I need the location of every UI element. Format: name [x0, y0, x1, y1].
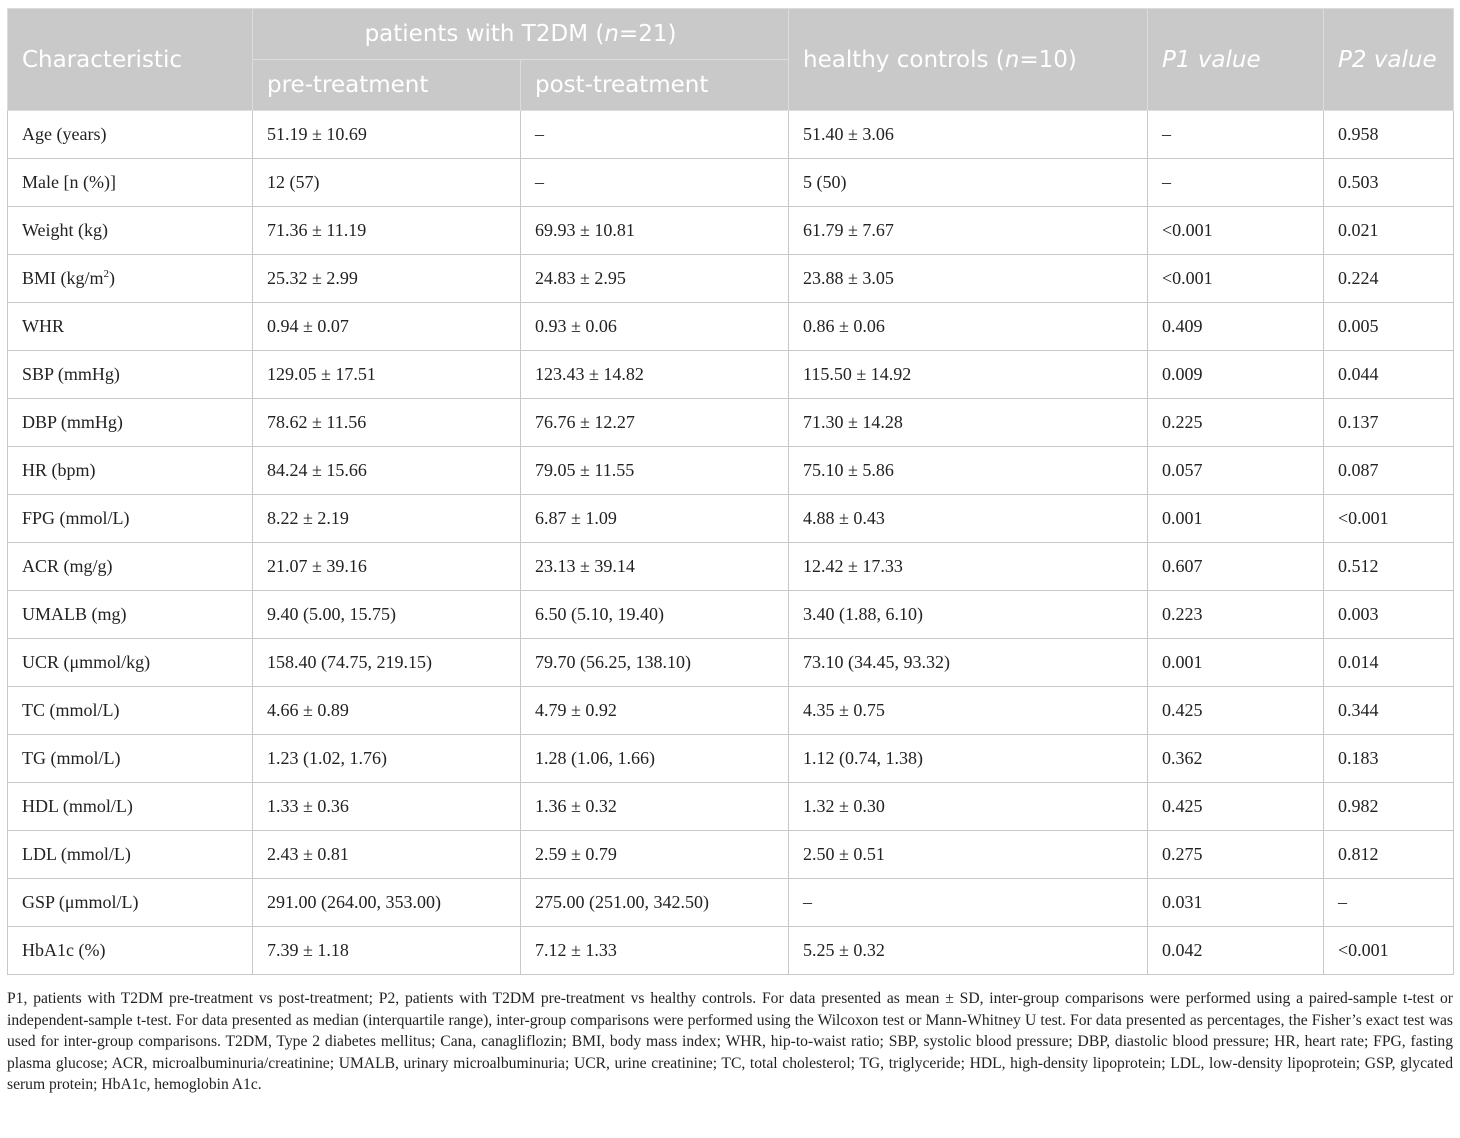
cell-p2: 0.087	[1324, 447, 1454, 495]
cell-pre: 51.19 ± 10.69	[253, 111, 521, 159]
cell-p1: 0.225	[1148, 399, 1324, 447]
cell-p1: <0.001	[1148, 207, 1324, 255]
cell-characteristic: FPG (mmol/L)	[8, 495, 253, 543]
cell-p2: 0.003	[1324, 591, 1454, 639]
header-p1-value: P1 value	[1148, 9, 1324, 111]
cell-pre: 0.94 ± 0.07	[253, 303, 521, 351]
cell-post: –	[521, 111, 789, 159]
cell-control: 1.12 (0.74, 1.38)	[789, 735, 1148, 783]
cell-post: 4.79 ± 0.92	[521, 687, 789, 735]
cell-characteristic: GSP (μmmol/L)	[8, 879, 253, 927]
cell-pre: 71.36 ± 11.19	[253, 207, 521, 255]
cell-p2: 0.344	[1324, 687, 1454, 735]
cell-post: 6.50 (5.10, 19.40)	[521, 591, 789, 639]
cell-p2: 0.982	[1324, 783, 1454, 831]
cell-characteristic: Age (years)	[8, 111, 253, 159]
cell-characteristic: LDL (mmol/L)	[8, 831, 253, 879]
header-characteristic: Characteristic	[8, 9, 253, 111]
cell-p1: 0.001	[1148, 639, 1324, 687]
header-pre-treatment: pre-treatment	[253, 60, 521, 111]
cell-post: 6.87 ± 1.09	[521, 495, 789, 543]
cell-control: 5 (50)	[789, 159, 1148, 207]
cell-p2: 0.183	[1324, 735, 1454, 783]
cell-post: 275.00 (251.00, 342.50)	[521, 879, 789, 927]
table-row	[8, 255, 1454, 303]
cell-pre: 1.33 ± 0.36	[253, 783, 521, 831]
cell-pre: 78.62 ± 11.56	[253, 399, 521, 447]
table-header	[8, 9, 1454, 111]
cell-p2: 0.958	[1324, 111, 1454, 159]
cell-pre: 2.43 ± 0.81	[253, 831, 521, 879]
cell-pre: 21.07 ± 39.16	[253, 543, 521, 591]
cell-characteristic: UCR (μmmol/kg)	[8, 639, 253, 687]
table-row	[8, 591, 1454, 639]
cell-control: –	[789, 879, 1148, 927]
cell-control: 1.32 ± 0.30	[789, 783, 1148, 831]
header-t2dm-group: patients with T2DM (n=21)	[253, 9, 789, 60]
cell-control: 12.42 ± 17.33	[789, 543, 1148, 591]
cell-control: 23.88 ± 3.05	[789, 255, 1148, 303]
cell-control: 61.79 ± 7.67	[789, 207, 1148, 255]
cell-control: 115.50 ± 14.92	[789, 351, 1148, 399]
table-row	[8, 879, 1454, 927]
cell-p1: –	[1148, 159, 1324, 207]
table-body	[8, 111, 1454, 975]
cell-p2: 0.005	[1324, 303, 1454, 351]
cell-pre: 8.22 ± 2.19	[253, 495, 521, 543]
cell-characteristic: ACR (mg/g)	[8, 543, 253, 591]
table-row	[8, 399, 1454, 447]
cell-characteristic: HR (bpm)	[8, 447, 253, 495]
table-row	[8, 495, 1454, 543]
cell-p2: <0.001	[1324, 927, 1454, 975]
cell-p2: 0.014	[1324, 639, 1454, 687]
cell-p1: –	[1148, 111, 1324, 159]
header-healthy-controls: healthy controls (n=10)	[789, 9, 1148, 111]
cell-pre: 84.24 ± 15.66	[253, 447, 521, 495]
table-footnote: P1, patients with T2DM pre-treatment vs post-treatment; P2, patients with T2DM pre-treatment vs healthy controls. For data presented as mean ± SD, inter-group comparisons were performed using a paired-sample t-test or independent-sample t-test. For data presented as median (interquartile range), inter-group comparisons were performed using the Wilcoxon test or Mann-Whitney U test. For data presented as percentages, the Fisher’s exact test was used for inter-group comparisons. T2DM, Type 2 diabetes mellitus; Cana, canagliflozin; BMI, body mass index; WHR, hip-to-waist ratio; SBP, systolic blood pressure; DBP, diastolic blood pressure; HR, heart rate; FPG, fasting plasma glucose; ACR, microalbuminuria/creatinine; UMALB, urinary microalbuminuria; UCR, urine creatinine; TC, total cholesterol; TG, triglyceride; HDL, high-density lipoprotein; LDL, low-density lipoprotein; GSP, glycated serum protein; HbA1c, hemoglobin A1c.	[7, 990, 1453, 1094]
cell-pre: 1.23 (1.02, 1.76)	[253, 735, 521, 783]
cell-post: –	[521, 159, 789, 207]
cell-post: 1.28 (1.06, 1.66)	[521, 735, 789, 783]
cell-pre: 7.39 ± 1.18	[253, 927, 521, 975]
cell-characteristic: HDL (mmol/L)	[8, 783, 253, 831]
cell-pre: 12 (57)	[253, 159, 521, 207]
cell-p2: 0.137	[1324, 399, 1454, 447]
cell-p1: 0.031	[1148, 879, 1324, 927]
cell-characteristic: DBP (mmHg)	[8, 399, 253, 447]
cell-p2: 0.044	[1324, 351, 1454, 399]
cell-p2: 0.021	[1324, 207, 1454, 255]
cell-p2: –	[1324, 879, 1454, 927]
cell-pre: 25.32 ± 2.99	[253, 255, 521, 303]
cell-control: 4.88 ± 0.43	[789, 495, 1148, 543]
table-row	[8, 159, 1454, 207]
cell-control: 5.25 ± 0.32	[789, 927, 1148, 975]
cell-post: 2.59 ± 0.79	[521, 831, 789, 879]
table-row	[8, 207, 1454, 255]
table-row	[8, 351, 1454, 399]
cell-characteristic: WHR	[8, 303, 253, 351]
cell-p2: 0.512	[1324, 543, 1454, 591]
cell-characteristic: Weight (kg)	[8, 207, 253, 255]
cell-post: 23.13 ± 39.14	[521, 543, 789, 591]
cell-pre: 291.00 (264.00, 353.00)	[253, 879, 521, 927]
characteristics-table	[7, 8, 1454, 975]
cell-p2: 0.503	[1324, 159, 1454, 207]
cell-post: 0.93 ± 0.06	[521, 303, 789, 351]
cell-post: 69.93 ± 10.81	[521, 207, 789, 255]
cell-p2: 0.812	[1324, 831, 1454, 879]
table-row	[8, 639, 1454, 687]
cell-post: 79.70 (56.25, 138.10)	[521, 639, 789, 687]
cell-post: 79.05 ± 11.55	[521, 447, 789, 495]
cell-p1: <0.001	[1148, 255, 1324, 303]
cell-characteristic: Male [n (%)]	[8, 159, 253, 207]
cell-control: 3.40 (1.88, 6.10)	[789, 591, 1148, 639]
header-p2-value: P2 value	[1324, 9, 1454, 111]
cell-p1: 0.009	[1148, 351, 1324, 399]
cell-p1: 0.607	[1148, 543, 1324, 591]
cell-p1: 0.425	[1148, 783, 1324, 831]
cell-characteristic: TC (mmol/L)	[8, 687, 253, 735]
cell-control: 75.10 ± 5.86	[789, 447, 1148, 495]
cell-post: 1.36 ± 0.32	[521, 783, 789, 831]
cell-p1: 0.409	[1148, 303, 1324, 351]
cell-p1: 0.042	[1148, 927, 1324, 975]
cell-pre: 9.40 (5.00, 15.75)	[253, 591, 521, 639]
cell-control: 73.10 (34.45, 93.32)	[789, 639, 1148, 687]
table-row	[8, 303, 1454, 351]
table-row	[8, 111, 1454, 159]
cell-pre: 129.05 ± 17.51	[253, 351, 521, 399]
cell-post: 24.83 ± 2.95	[521, 255, 789, 303]
header-post-treatment: post-treatment	[521, 60, 789, 111]
cell-pre: 4.66 ± 0.89	[253, 687, 521, 735]
cell-control: 0.86 ± 0.06	[789, 303, 1148, 351]
table-row	[8, 543, 1454, 591]
cell-characteristic: HbA1c (%)	[8, 927, 253, 975]
table-row	[8, 927, 1454, 975]
cell-p2: <0.001	[1324, 495, 1454, 543]
cell-pre: 158.40 (74.75, 219.15)	[253, 639, 521, 687]
cell-control: 71.30 ± 14.28	[789, 399, 1148, 447]
cell-p1: 0.362	[1148, 735, 1324, 783]
cell-post: 123.43 ± 14.82	[521, 351, 789, 399]
cell-control: 4.35 ± 0.75	[789, 687, 1148, 735]
table-row	[8, 783, 1454, 831]
table-row	[8, 447, 1454, 495]
cell-p1: 0.001	[1148, 495, 1324, 543]
cell-characteristic: UMALB (mg)	[8, 591, 253, 639]
cell-post: 76.76 ± 12.27	[521, 399, 789, 447]
cell-p1: 0.275	[1148, 831, 1324, 879]
table-row	[8, 687, 1454, 735]
table-row	[8, 735, 1454, 783]
cell-control: 2.50 ± 0.51	[789, 831, 1148, 879]
cell-p1: 0.425	[1148, 687, 1324, 735]
header-row-1	[8, 9, 1454, 60]
table-row	[8, 831, 1454, 879]
cell-p1: 0.057	[1148, 447, 1324, 495]
cell-characteristic: BMI $(kg/m^2)$	[8, 255, 253, 303]
cell-p2: 0.224	[1324, 255, 1454, 303]
cell-p1: 0.223	[1148, 591, 1324, 639]
cell-post: 7.12 ± 1.33	[521, 927, 789, 975]
cell-characteristic: SBP (mmHg)	[8, 351, 253, 399]
cell-characteristic: TG (mmol/L)	[8, 735, 253, 783]
cell-control: 51.40 ± 3.06	[789, 111, 1148, 159]
